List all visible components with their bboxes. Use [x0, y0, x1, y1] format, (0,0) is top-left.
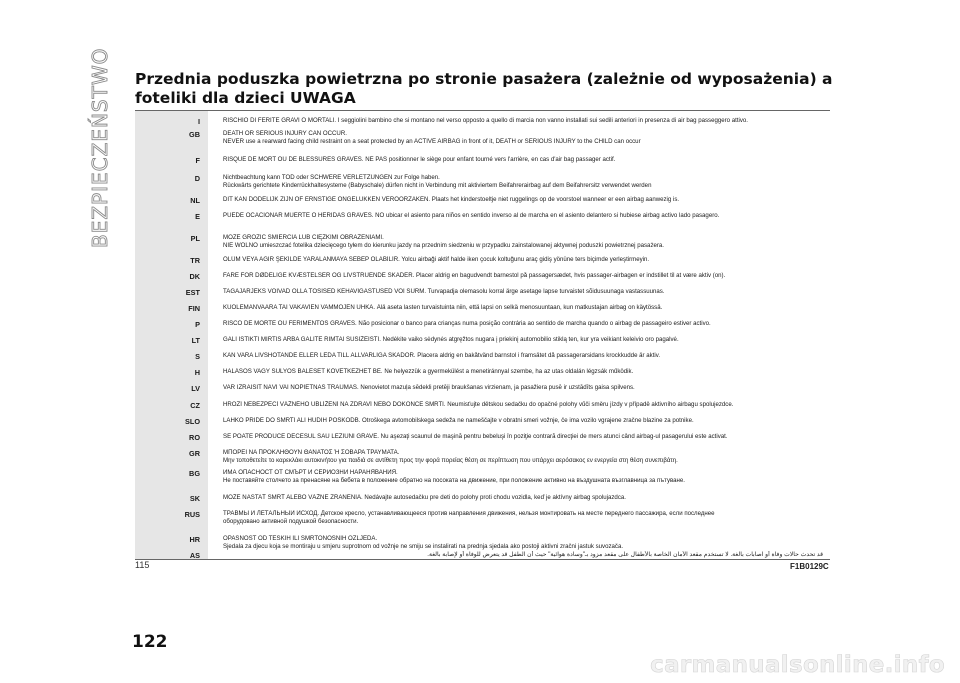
warning-text: [223, 417, 823, 425]
warning-text: [223, 256, 823, 264]
warning-text: [223, 234, 823, 250]
warning-line: ΜΠΟΡΕΙ ΝΑ ΠΡΟΚΛΗΘΟΥΝ ΘΑΝΑΤΟΣ Ή ΣΟΒΑΡΑ ΤΡΑΥΜΑΤΑ.: [223, 449, 400, 456]
figure-code: F1B0129C: [790, 562, 829, 571]
warning-text: [223, 320, 823, 328]
language-code: D: [194, 174, 200, 183]
language-code: E: [195, 212, 200, 221]
language-code: LV: [191, 384, 200, 393]
language-code: CZ: [190, 401, 200, 410]
watermark: carmanualsonline.info: [650, 652, 945, 678]
language-code: GR: [189, 449, 200, 458]
warning-line: Μην τοποθετείτε το καρεκλάκι αυτοκινήτου για παιδιά σε αντίθετη προς την φορά πορείας θέση σε περίπτωση που υπάρχει αερόσακος εν ενεργεία στη θέση συνεπιβάτη.: [223, 457, 678, 464]
page-number: 122: [132, 632, 168, 652]
warning-line: KUOLEMANVAARA TAI VAKAVIEN VAMMOJEN UHKA. Älä aseta lasten turvaistuinta niin, että lapsi on selkä menosuuntaan, kun matkustajan airbag on käytössä.: [223, 304, 663, 311]
language-code: SLO: [185, 417, 200, 426]
warning-text: [223, 510, 823, 526]
language-code: HR: [189, 535, 200, 544]
warning-text: [223, 352, 823, 360]
warning-text: [223, 551, 823, 559]
language-code: P: [195, 320, 200, 329]
warning-text: [223, 384, 823, 392]
language-code: LT: [191, 336, 200, 345]
warning-line: GALI IŠTIKTI MIRTIS ARBA GALITE RIMTAI SUSIŽEISTI. Nedėkite vaiko sėdynės atgręžtos nugara į priekinį automobilio stiklą ten, kur yra veikiant keleivio oro pagalvė.: [223, 336, 679, 343]
language-code: EST: [185, 288, 200, 297]
language-code: RUS: [184, 510, 200, 519]
warning-line: HALÁSOS VAGY SÚLYOS BALESET KÖVETKEZHET BE. Ne helyezzük a gyermekülést a menetiránnyal szembe, ha az utas oldalán légzsák működik.: [223, 368, 634, 375]
section-tab: [88, 47, 112, 248]
warning-text: [223, 288, 823, 296]
language-code: PL: [190, 234, 200, 243]
warning-line: ÖLÜM VEYA AĞIR ŞEKİLDE YARALANMAYA SEBEP OLABİLİR. Yolcu airbaği aktif halde iken çocuk koltuğunu araç gidiş yönüne ters biçimde yerleştirmeyin.: [223, 256, 650, 263]
figure-page-ref: 115: [135, 560, 150, 570]
language-code: BG: [189, 469, 200, 478]
language-code: H: [194, 368, 200, 377]
warning-line: DEATH OR SERIOUS INJURY CAN OCCUR.: [223, 130, 347, 137]
language-code: SK: [189, 494, 200, 503]
warning-line: ИМА ОПАСНОСТ ОТ СМЪРТ И СЕРИОЗНИ НАРАНЯВАНИЯ.: [223, 469, 398, 476]
warning-line: قد تحدث حالات وفاة أو اصابات بالغة. لا تستخدم مقعد الأمان الخاصة بالأطفال على مقعد مزود بـ"وسادة هوائية" حيث أن الطفل قد يتعرض للوفاة أو لإصابة بالغة.: [427, 551, 823, 558]
warning-line: LAHKO PRIDE DO SMRTI ALI HUDIH POŠKODB. Otroškega avtomobilskega sedeža ne nameščajte v obratni smeri vožnje, če ima vozilo vgrajene zračne blazine za potnike.: [223, 417, 694, 424]
warning-line: Sjedala za djecu koja se montiraju u smjeru suprotnom od vožnje ne smiju se instalirati na prednja sjedala ako postoji aktivni zračni jastuk suvozača.: [223, 543, 624, 550]
language-code: FIN: [188, 304, 200, 313]
warning-text: [223, 174, 823, 190]
warning-text: [223, 469, 823, 485]
warning-text: [223, 272, 823, 280]
warning-line: ТРАВМЫ И ЛЕТАЛЬНЫЙ ИСХОД. Детское кресло, устанавливающееся против направления движения, нельзя монтировать на месте переднего пассажира, если последнее: [223, 510, 715, 517]
warning-line: RISCHIO DI FERITE GRAVI O MORTALI. I seggiolini bambino che si montano nel verso opposto a quello di marcia non vanno installati sui sedili anteriori in presenza di air bag passeggero attivo.: [223, 117, 748, 124]
warning-text: [223, 196, 823, 204]
warning-line: SE POATE PRODUCE DECESUL SAU LEZIUNI GRAVE. Nu aşezaţi scaunul de maşină pentru bebeluşi în poziţie contrară direcţiei de mers atunci când airbag-ul pasagerului este activat.: [223, 433, 728, 440]
warning-line: NEVER use a rearward facing child restraint on a seat protected by an ACTIVE AIRBAG in front of it, DEATH or SERIOUS INJURY to the CHILD can occur: [223, 138, 641, 145]
language-code: NL: [190, 196, 200, 205]
warning-line: Nichtbeachtung kann TOD oder SCHWERE VERLETZUNGEN zur Folge haben.: [223, 174, 440, 181]
language-code: AS: [189, 551, 200, 560]
warning-line: FARE FOR DØDELIGE KVÆSTELSER OG LIVSTRUENDE SKADER. Placer aldrig en bagudvendt barnestol på passagersædet, hvis passager-airbagen er indstillet til at være aktiv (on).: [223, 272, 726, 279]
language-code: RO: [189, 433, 200, 442]
warning-line: OPASNOST OD TEŠKIH ILI SMRTONOSNIH OZLJEDA.: [223, 535, 378, 542]
page-title: Przednia poduszka powietrzna po stronie pasażera (zależnie od wyposażenia) a foteliki dla dzieci UWAGA: [135, 70, 833, 107]
warning-line: NIE WOLNO umieszczać fotelika dziecięcego tyłem do kierunku jazdy na przednim siedzeniu w przypadku zainstalowanej aktywnej poduszki powietrznej pasażera.: [223, 242, 664, 249]
warning-text: [223, 449, 823, 465]
warning-text: [223, 401, 823, 409]
warning-line: HROZÍ NEBEZPEČÍ VÁŽNÉHO UBLÍŽENÍ NA ZDRAVÍ NEBO DOKONCE SMRTI. Neumisťujte dětskou sedačku do opačné polohy vůči směru jízdy v případě aktivního airbagu spolujezdce.: [223, 401, 734, 408]
language-code: I: [197, 117, 200, 126]
warning-text: [223, 336, 823, 344]
warning-table: [135, 110, 830, 560]
warning-text: [223, 494, 823, 502]
warning-text: [223, 304, 823, 312]
language-code: F: [195, 156, 200, 165]
language-code: GB: [189, 130, 200, 139]
language-code: S: [195, 352, 200, 361]
language-code: DK: [189, 272, 200, 281]
warning-line: MOŻE GROZIĆ ŚMIERCIA LUB CIĘŻKIMI OBRAŻENIAMI.: [223, 234, 384, 241]
language-code: TR: [190, 256, 200, 265]
warning-line: Не поставяйте столчето за пренасяне на бебета в положение обратно на посоката на движение, при положение активно на въздушната възглавница за пътуване.: [223, 477, 686, 484]
warning-text: [223, 117, 823, 125]
warning-line: PUEDE OCACIONAR MUERTE O HERIDAS GRAVES. NO ubicar el asiento para niños en sentido inverso al de marcha en el asiento delantero si hubiese airbag activo lado pasagero.: [223, 212, 720, 219]
warning-text: [223, 212, 823, 220]
section-tab-label: BEZPIECZEŃSTWO: [88, 47, 112, 248]
warning-text: [223, 433, 823, 441]
warning-line: Rückwärts gerichtete Kinderrückhaltesysteme (Babyschale) dürfen nicht in Verbindung mit aktiviertem Beifahrerairbag auf dem Beifahrersitz verwendet werden: [223, 182, 652, 189]
warning-line: TAGAJÄRJEKS VÕIVAD OLLA TÕSISED KEHAVIGASTUSED VÕI SURM. Turvapadja olemasolu korral ärge asetage lapse turvaistet sõidusuunaga vastassuunas.: [223, 288, 665, 295]
warning-text: [223, 130, 823, 146]
warning-line: DIT KAN DODELIJK ZIJN OF ERNSTIGE ONGELUKKEN VEROORZAKEN. Plaats het kinderstoeltje niet ruggelings op de voorstoel wanneer er een airbag aanwezig is.: [223, 196, 680, 203]
warning-line: оборудовано активной подушкой безопасности.: [223, 518, 359, 525]
warning-text: [223, 156, 823, 164]
warning-line: MÔŽE NASTAŤ SMRŤ ALEBO VÁŽNE ZRANENIA. Nedávajte autosedačku pre deti do polohy proti chodu vozidla, keď je aktívny airbag spolujazdca.: [223, 494, 626, 501]
warning-line: KAN VARA LIVSHOTANDE ELLER LEDA TILL ALLVARLIGA SKADOR. Placera aldrig en bakåtvänd barnstol i framsätet då passagerarsidans krockkudde är aktiv.: [223, 352, 661, 359]
warning-line: RISQUE DE MORT OU DE BLESSURES GRAVES. NE PAS positionner le siège pour enfant tourné vers l'arrière, en cas d'air bag passager actif.: [223, 156, 616, 163]
warning-line: RISCO DE MORTE OU FERIMENTOS GRAVES. Não posicionar o banco para crianças numa posição contrária ao sentido de marcha quando o airbag de passageiro estiver activo.: [223, 320, 711, 327]
warning-text: [223, 368, 823, 376]
warning-text: [223, 535, 823, 551]
warning-line: VAR IZRAISĪT NĀVI VAI NOPIETNAS TRAUMAS. Nenovietot mazuļa sēdekli pretēji braukšanas virzienam, ja pasažiera pusē ir uzstādīts gaisa spilvens.: [223, 384, 635, 391]
